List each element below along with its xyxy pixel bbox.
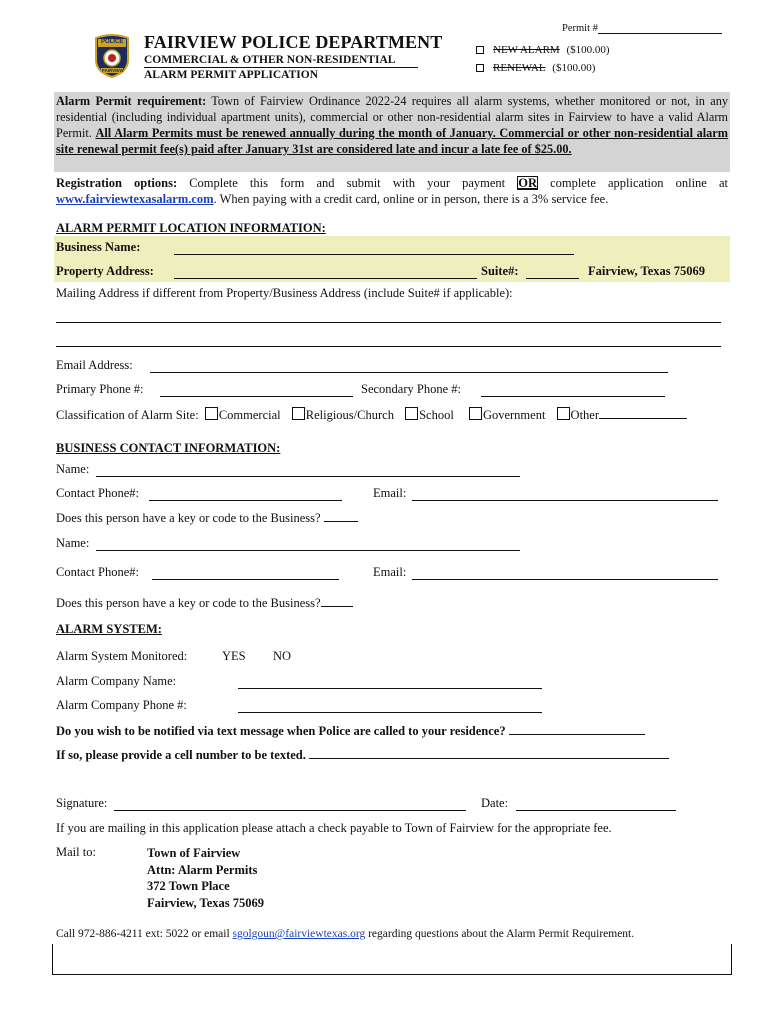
- contact1-name-field[interactable]: [96, 476, 520, 477]
- permit-number-line[interactable]: [598, 22, 722, 34]
- school-checkbox[interactable]: [405, 407, 418, 420]
- class-school: School: [419, 408, 454, 422]
- contact2-key-label: Does this person have a key or code to the Business?: [56, 596, 321, 610]
- alarm-company-name-label: Alarm Company Name:: [56, 674, 177, 688]
- class-commercial: Commercial: [218, 408, 281, 422]
- address-line-4: Fairview, Texas 75069: [147, 895, 265, 910]
- contact2-name-label: Name:: [56, 536, 90, 550]
- email-address-label: Email Address:: [56, 358, 133, 372]
- mailing-note: If you are mailing in this application please attach a check payable to Town of Fairview for the appropriate fee.: [56, 821, 612, 835]
- alarm-company-phone-label: Alarm Company Phone #:: [56, 698, 187, 712]
- signature-label: Signature:: [56, 796, 108, 810]
- contact2-email-label: Email:: [373, 565, 407, 579]
- renewal-checkbox[interactable]: [476, 64, 484, 72]
- business-name-field[interactable]: [174, 254, 574, 255]
- police-badge-logo: [92, 34, 132, 78]
- registration-text-1: Complete this form and submit with your payment: [177, 176, 518, 190]
- mail-to-label: Mail to:: [56, 845, 96, 859]
- badge-text-top: POLICE: [101, 39, 124, 45]
- contact2-phone-field[interactable]: [152, 579, 339, 580]
- contact1-phone-label: Contact Phone#:: [56, 486, 139, 500]
- email-address-field[interactable]: [150, 372, 668, 373]
- option-new-alarm[interactable]: [476, 44, 610, 56]
- new-alarm-label: NEW ALARM: [493, 44, 560, 56]
- primary-phone-field[interactable]: [160, 396, 353, 397]
- contact1-phone-field[interactable]: [149, 500, 342, 501]
- option-renewal[interactable]: [476, 62, 595, 74]
- permit-number-field[interactable]: [562, 22, 722, 34]
- property-address-field[interactable]: [174, 278, 477, 279]
- mailing-address-line-1[interactable]: [56, 322, 721, 323]
- class-government: Government: [482, 408, 546, 422]
- class-other: Other: [570, 408, 600, 422]
- signature-field[interactable]: [114, 810, 466, 811]
- alarm-company-name-field[interactable]: [238, 688, 542, 689]
- alarm-monitored-label: Alarm System Monitored:: [56, 649, 188, 663]
- registration-or: OR: [518, 176, 537, 190]
- subtitle-line-1: COMMERCIAL & OTHER NON-RESIDENTIAL: [144, 54, 396, 66]
- cell-number-field[interactable]: [309, 746, 669, 759]
- cell-number-label: If so, please provide a cell number to be texted.: [56, 748, 306, 762]
- cell-number-question: [56, 746, 669, 763]
- alarm-monitored-no[interactable]: NO: [273, 649, 292, 663]
- footer-text-pre: Call 972-886-4211 ext: 5022 or email: [56, 928, 233, 940]
- classification-label: Classification of Alarm Site:: [56, 408, 199, 422]
- alarm-website-link[interactable]: www.fairviewtexasalarm.com: [56, 192, 214, 206]
- address-line-2: Attn: Alarm Permits: [147, 862, 258, 877]
- registration-lead: Registration options:: [56, 176, 178, 190]
- government-checkbox[interactable]: [469, 407, 482, 420]
- mailing-address-line-2[interactable]: [56, 346, 721, 347]
- contact1-key-question: [56, 509, 358, 526]
- form-subtitle: [144, 53, 395, 83]
- location-section-heading: ALARM PERMIT LOCATION INFORMATION:: [56, 221, 326, 235]
- renewal-fee: ($100.00): [552, 62, 596, 74]
- requirement-body: Town of Fairview Ordinance 2022-24 requires all alarm systems, whether monitored or not, in any residential (including individual apartment units), commercial or other non-residential alarm sites in Fairview to have a valid Alarm Permit.: [56, 94, 728, 140]
- suite-label: Suite#:: [481, 264, 519, 278]
- text-notify-label: Do you wish to be notified via text message when Police are called to your residence?: [56, 724, 506, 738]
- class-religious: Religious/Church: [305, 408, 394, 422]
- text-notify-field[interactable]: [509, 722, 645, 735]
- text-notify-question: [56, 722, 645, 739]
- other-checkbox[interactable]: [557, 407, 570, 420]
- requirement-lead: Alarm Permit requirement:: [56, 94, 207, 108]
- footer-contact: [56, 928, 634, 940]
- business-name-label: Business Name:: [56, 240, 141, 254]
- subtitle-line-2: ALARM PERMIT APPLICATION: [144, 69, 318, 81]
- permit-label: Permit #: [562, 23, 598, 34]
- contact2-email-field[interactable]: [412, 579, 718, 580]
- contact2-key-field[interactable]: [321, 594, 353, 607]
- badge-text-bottom: FAIRVIEW: [102, 68, 124, 73]
- contact1-email-label: Email:: [373, 486, 407, 500]
- department-title: FAIRVIEW POLICE DEPARTMENT: [144, 32, 443, 52]
- contact2-key-question: [56, 594, 353, 611]
- mailing-address-label: Mailing Address if different from Property/Business Address (include Suite# if applicable):: [56, 286, 513, 300]
- contact1-email-field[interactable]: [412, 500, 718, 501]
- contact1-name-label: Name:: [56, 462, 90, 476]
- renewal-label: RENEWAL: [493, 62, 546, 74]
- registration-options: [56, 175, 728, 207]
- religious-checkbox[interactable]: [292, 407, 305, 420]
- date-field[interactable]: [516, 810, 676, 811]
- mailing-address: [147, 845, 264, 911]
- requirement-text: [56, 93, 728, 157]
- other-field[interactable]: [599, 406, 687, 419]
- alarm-company-phone-field[interactable]: [238, 712, 542, 713]
- contact1-key-label: Does this person have a key or code to the Business?: [56, 511, 321, 525]
- secondary-phone-field[interactable]: [481, 396, 665, 397]
- footer-text-post: regarding questions about the Alarm Permit Requirement.: [365, 928, 635, 940]
- property-address-label: Property Address:: [56, 264, 154, 278]
- classification-row: [56, 406, 687, 423]
- new-alarm-fee: ($100.00): [566, 44, 610, 56]
- address-line-1: Town of Fairview: [147, 846, 241, 860]
- footer-email-link[interactable]: sgolgoun@fairviewtexas.org: [232, 928, 366, 940]
- registration-text-3: . When paying with a credit card, online or in person, there is a 3% service fee.: [213, 192, 609, 206]
- alarm-monitored-yes[interactable]: YES: [222, 649, 246, 663]
- contact-section-heading: BUSINESS CONTACT INFORMATION:: [56, 441, 281, 455]
- commercial-checkbox[interactable]: [205, 407, 218, 420]
- alarm-section-heading: ALARM SYSTEM:: [56, 622, 162, 636]
- address-line-3: 372 Town Place: [147, 879, 230, 893]
- registration-text-2: complete application online at: [537, 176, 728, 190]
- contact2-name-field[interactable]: [96, 550, 520, 551]
- primary-phone-label: Primary Phone #:: [56, 382, 144, 396]
- contact2-phone-label: Contact Phone#:: [56, 565, 139, 579]
- secondary-phone-label: Secondary Phone #:: [361, 382, 461, 396]
- new-alarm-checkbox[interactable]: [476, 46, 484, 54]
- date-label: Date:: [481, 796, 509, 810]
- property-city: Fairview, Texas 75069: [588, 264, 706, 278]
- contact1-key-field[interactable]: [324, 509, 358, 522]
- renewal-notice: All Alarm Permits must be renewed annually during the month of January. Commercial or other non-residential alarm site renewal permit fee(s) paid after January 31st are considered late and incur a late fee of $25.00.: [56, 126, 728, 156]
- footer-frame: [52, 944, 732, 975]
- suite-field[interactable]: [526, 278, 579, 279]
